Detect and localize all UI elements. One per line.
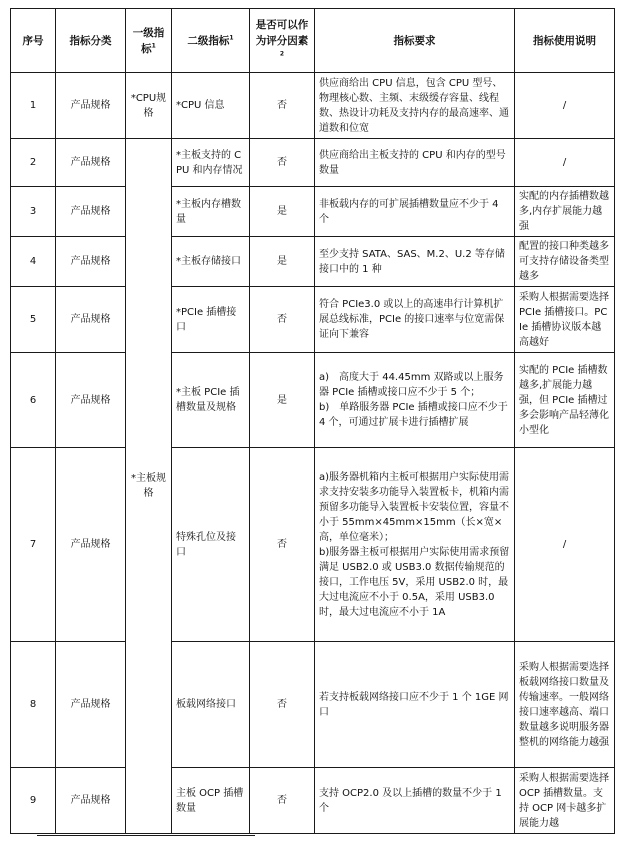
cell-scoring: 否 bbox=[250, 139, 315, 187]
cell-seq: 1 bbox=[11, 73, 56, 139]
cell-scoring: 否 bbox=[250, 448, 315, 642]
table-row bbox=[11, 187, 615, 237]
cell-requirement: 符合 PCIe3.0 或以上的高速串行计算机扩展总线标准，PCIe 的接口速率与位宽需保证向下兼容 bbox=[315, 287, 515, 353]
cell-level2: *PCIe 插槽接口 bbox=[172, 287, 250, 353]
cell-category: 产品规格 bbox=[56, 353, 126, 448]
cell-requirement: 若支持板载网络接口应不少于 1 个 1GE 网口 bbox=[315, 642, 515, 768]
cell-scoring: 是 bbox=[250, 237, 315, 287]
cell-requirement: 供应商给出 CPU 信息，包含 CPU 型号、物理核心数、主频、末级缓存容量、线程数、热设计功耗及支持内存的最高速率、通道数和位宽 bbox=[315, 73, 515, 139]
cell-usage: 采购人根据需要选择板载网络接口数量及传输速率。一般网络接口速率越高、端口数量越多说明服务器整机的网络能力越强 bbox=[515, 642, 615, 768]
cell-usage: / bbox=[515, 139, 615, 187]
cell-requirement: 至少支持 SATA、SAS、M.2、U.2 等存储接口中的 1 种 bbox=[315, 237, 515, 287]
cell-seq: 4 bbox=[11, 237, 56, 287]
cell-scoring: 否 bbox=[250, 73, 315, 139]
table-row bbox=[11, 139, 615, 187]
cell-level2: 特殊孔位及接口 bbox=[172, 448, 250, 642]
cell-requirement bbox=[315, 448, 515, 642]
spec-table bbox=[10, 8, 615, 834]
cell-usage: 采购人根据需要选择 PCIe 插槽接口。PCIe 插槽协议版本越高越好 bbox=[515, 287, 615, 353]
header-category: 指标分类 bbox=[56, 9, 126, 73]
cell-usage: 配置的接口种类越多可支持存储设备类型越多 bbox=[515, 237, 615, 287]
header-requirement: 指标要求 bbox=[315, 9, 515, 73]
cell-usage: 采购人根据需要选择 OCP 插槽数量。支持 OCP 网卡越多扩展能力越 bbox=[515, 768, 615, 834]
cell-seq: 2 bbox=[11, 139, 56, 187]
header-level2: 二级指标$^1$ bbox=[172, 9, 250, 73]
table-row bbox=[11, 353, 615, 448]
cell-level2: *主板 PCIe 插槽数量及规格 bbox=[172, 353, 250, 448]
cell-requirement bbox=[315, 353, 515, 448]
cell-scoring: 是 bbox=[250, 353, 315, 448]
cell-level2: *主板支持的 CPU 和内存情况 bbox=[172, 139, 250, 187]
cell-category: 产品规格 bbox=[56, 237, 126, 287]
cell-usage: 实配的内存插槽数越多,内存扩展能力越强 bbox=[515, 187, 615, 237]
cell-usage: / bbox=[515, 73, 615, 139]
cell-scoring: 否 bbox=[250, 642, 315, 768]
cell-requirement: 支持 OCP2.0 及以上插槽的数量不少于 1 个 bbox=[315, 768, 515, 834]
cell-category: 产品规格 bbox=[56, 139, 126, 187]
header-level1: 一级指标$^1$ bbox=[126, 9, 172, 73]
table-row bbox=[11, 642, 615, 768]
cell-category: 产品规格 bbox=[56, 448, 126, 642]
cell-level2: 板载网络接口 bbox=[172, 642, 250, 768]
cell-level1: *主板规格 bbox=[126, 139, 172, 834]
cell-seq: 8 bbox=[11, 642, 56, 768]
cell-level2: 主板 OCP 插槽数量 bbox=[172, 768, 250, 834]
cell-seq: 7 bbox=[11, 448, 56, 642]
cell-scoring: 否 bbox=[250, 287, 315, 353]
cell-category: 产品规格 bbox=[56, 287, 126, 353]
cell-level2: *CPU 信息 bbox=[172, 73, 250, 139]
cell-category: 产品规格 bbox=[56, 187, 126, 237]
requirement-item-b: b)服务器主板可根据用户实际使用需求预留满足 USB2.0 或 USB3.0 数据传输规范的接口，工作电压 5V，采用 USB2.0 时，最大过电流应不小于 0.5A，采用 USB3.0 时，最大过电流应不小于 1A bbox=[319, 546, 510, 618]
footnote-ref: 1 bbox=[229, 34, 234, 41]
requirement-item-b: b) 单路服务器 PCIe 插槽或接口应不少于 4 个，可通过扩展卡进行插槽扩展 bbox=[319, 402, 508, 428]
table-row bbox=[11, 287, 615, 353]
cell-scoring: 否 bbox=[250, 768, 315, 834]
header-row bbox=[11, 9, 615, 73]
cell-seq: 3 bbox=[11, 187, 56, 237]
cell-requirement: 非板载内存的可扩展插槽数量应不少于 4 个 bbox=[315, 187, 515, 237]
footnote-divider bbox=[37, 835, 255, 836]
requirement-item-a: a) 高度大于 44.45mm 双路或以上服务器 PCIe 插槽或接口应不少于 5 个； bbox=[319, 372, 504, 398]
header-seq: 序号 bbox=[11, 9, 56, 73]
cell-level2: *主板内存槽数量 bbox=[172, 187, 250, 237]
cell-level1: *CPU规格 bbox=[126, 73, 172, 139]
table-row bbox=[11, 73, 615, 139]
cell-seq: 5 bbox=[11, 287, 56, 353]
cell-requirement: 供应商给出主板支持的 CPU 和内存的型号数量 bbox=[315, 139, 515, 187]
cell-scoring: 是 bbox=[250, 187, 315, 237]
header-scoring: 是否可以作为评分因素$^2$ bbox=[250, 9, 315, 73]
cell-category: 产品规格 bbox=[56, 73, 126, 139]
cell-usage: 实配的 PCIe 插槽数越多,扩展能力越强，但 PCIe 插槽过多会影响产品轻薄化小型化 bbox=[515, 353, 615, 448]
cell-usage: / bbox=[515, 448, 615, 642]
footnote-ref: 2 bbox=[279, 50, 285, 57]
cell-category: 产品规格 bbox=[56, 642, 126, 768]
cell-seq: 9 bbox=[11, 768, 56, 834]
table-row bbox=[11, 768, 615, 834]
cell-seq: 6 bbox=[11, 353, 56, 448]
cell-level2: *主板存储接口 bbox=[172, 237, 250, 287]
requirement-item-a: a)服务器机箱内主板可根据用户实际使用需求支持安装多功能导入装置板卡，机箱内需预留多功能导入装置板卡安装位置，容量不小于 55mm×45mm×15mm（长×宽×高，单位毫米）； bbox=[319, 471, 510, 543]
cell-category: 产品规格 bbox=[56, 768, 126, 834]
footnote-ref: 1 bbox=[151, 42, 156, 49]
table-row bbox=[11, 237, 615, 287]
header-usage: 指标使用说明 bbox=[515, 9, 615, 73]
table-row bbox=[11, 448, 615, 642]
